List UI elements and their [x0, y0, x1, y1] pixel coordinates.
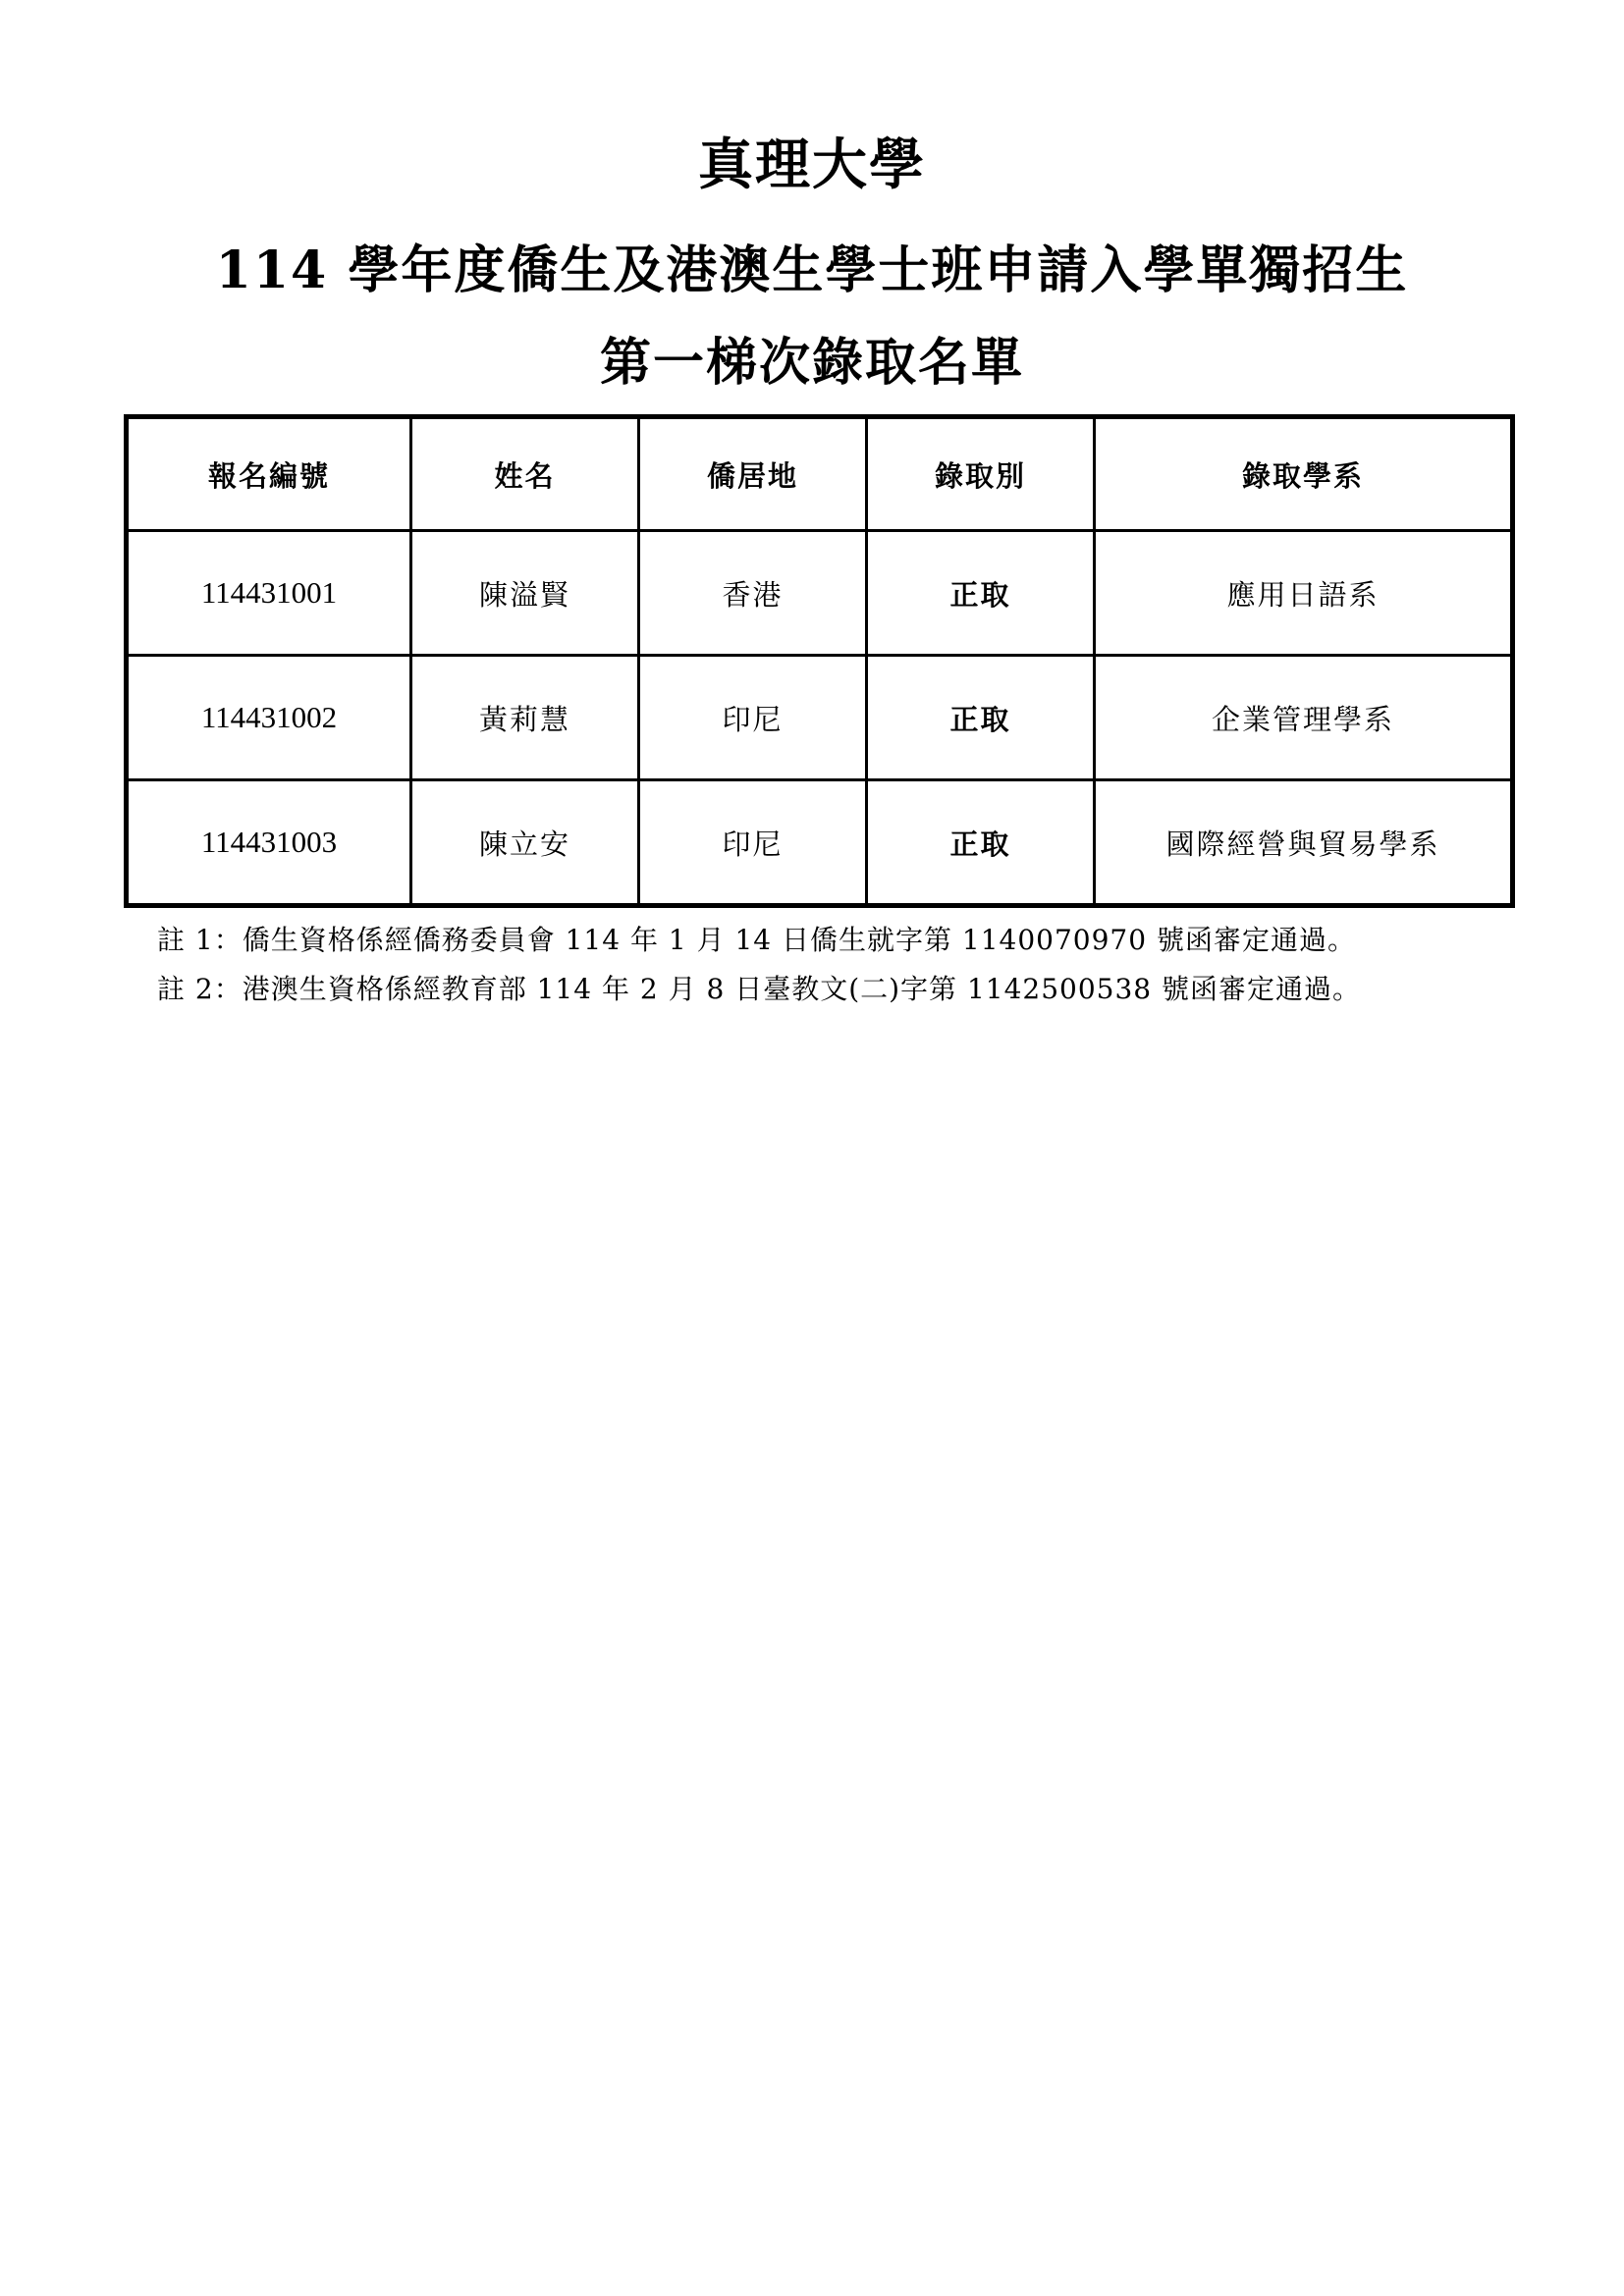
registration-number: 114431002 [127, 656, 411, 780]
document-subtitle: 114 學年度僑生及港澳生學士班申請入學單獨招生 [215, 240, 1409, 300]
student-name: 陳立安 [411, 780, 639, 906]
column-header-admission-type: 錄取別 [867, 417, 1095, 531]
residence: 印尼 [639, 780, 867, 906]
table-header-row [127, 417, 1513, 531]
note-1: 註 1：僑生資格係經僑務委員會 114 年 1 月 14 日僑生就字第 1140070970 號函審定通過。 [157, 924, 1356, 956]
column-header-name: 姓名 [411, 417, 639, 531]
admission-type: 正取 [867, 780, 1095, 906]
residence: 印尼 [639, 656, 867, 780]
residence: 香港 [639, 531, 867, 656]
table-row [127, 656, 1513, 780]
column-header-registration-number: 報名編號 [127, 417, 411, 531]
column-header-residence: 僑居地 [639, 417, 867, 531]
table-row [127, 531, 1513, 656]
column-header-department: 錄取學系 [1095, 417, 1513, 531]
department: 企業管理學系 [1095, 656, 1513, 780]
student-name: 黃莉慧 [411, 656, 639, 780]
university-name: 真理大學 [698, 133, 926, 197]
list-title: 第一梯次錄取名單 [599, 333, 1024, 393]
table-row [127, 780, 1513, 906]
department: 應用日語系 [1095, 531, 1513, 656]
admission-table [124, 414, 1515, 908]
department: 國際經營與貿易學系 [1095, 780, 1513, 906]
admission-type: 正取 [867, 656, 1095, 780]
note-2: 註 2：港澳生資格係經教育部 114 年 2 月 8 日臺教文(二)字第 1142500538 號函審定通過。 [157, 973, 1361, 1005]
registration-number: 114431003 [127, 780, 411, 906]
student-name: 陳溢賢 [411, 531, 639, 656]
registration-number: 114431001 [127, 531, 411, 656]
admission-type: 正取 [867, 531, 1095, 656]
